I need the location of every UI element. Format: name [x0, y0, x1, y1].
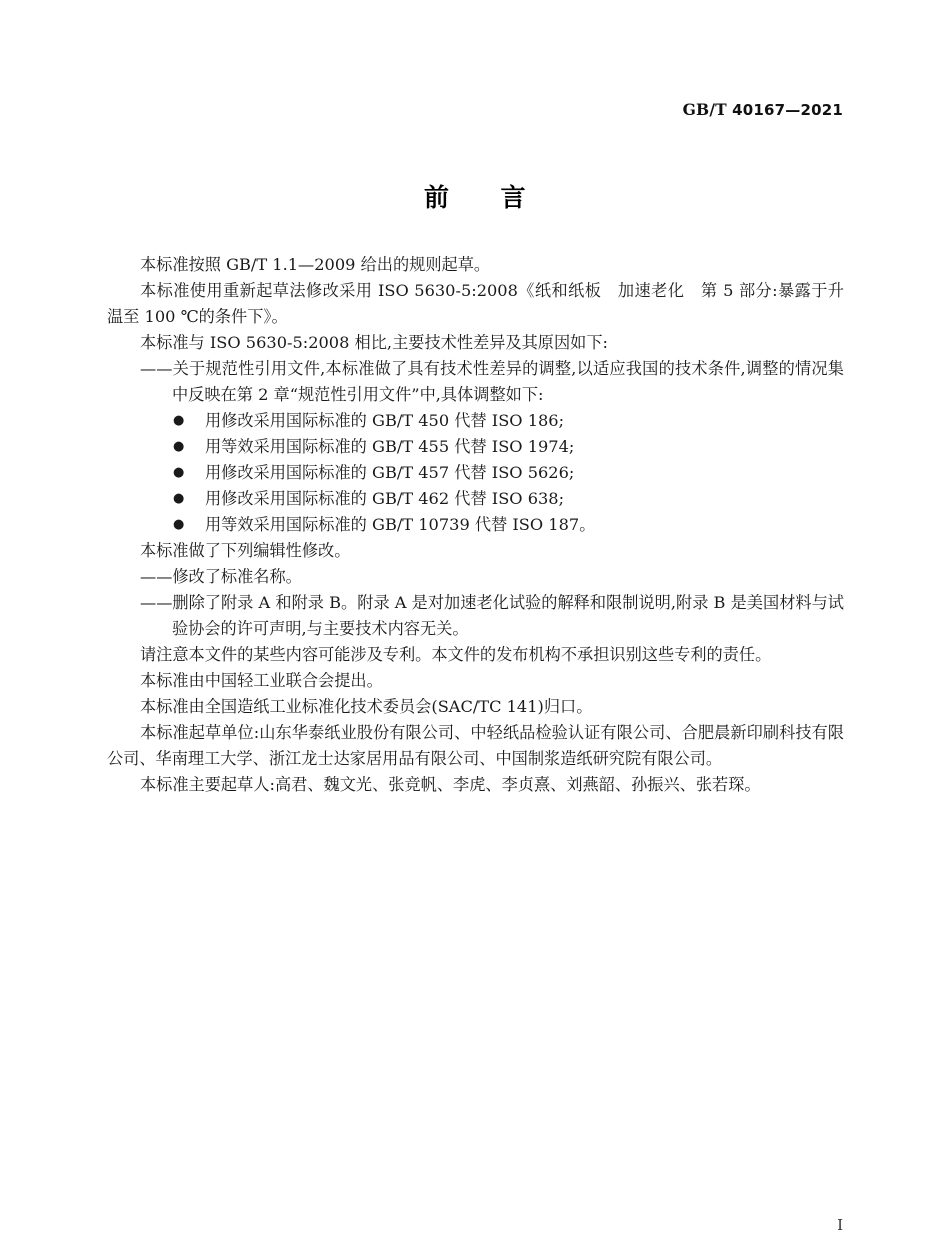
page-number: I — [837, 1216, 843, 1234]
bullet-dot-icon: ● — [173, 465, 185, 480]
paragraph-patent-notice: 请注意本文件的某些内容可能涉及专利。本文件的发布机构不承担识别这些专利的责任。 — [140, 645, 772, 664]
dash-item-annex-removal: ——删除了附录 A 和附录 B。附录 A 是对加速老化试验的解释和限制说明,附录 B 是美国材料与试验协会的许可声明,与主要技术内容无关。 — [140, 593, 844, 638]
list-item — [107, 408, 844, 434]
list-item — [107, 434, 844, 460]
paragraph-drafting-rule: 本标准按照 GB/T 1.1—2009 给出的规则起草。 — [140, 255, 491, 274]
paragraph-iso-adoption: 本标准使用重新起草法修改采用 ISO 5630-5:2008《纸和纸板 加速老化 第 5 部分:暴露于升温至 100 ℃的条件下》。 — [107, 281, 844, 326]
paragraph-drafting-units: 本标准起草单位:山东华泰纸业股份有限公司、中轻纸品检验认证有限公司、合肥晨新印刷科技有限公司、华南理工大学、浙江龙士达家居用品有限公司、中国制浆造纸研究院有限公司。 — [107, 723, 844, 768]
paragraph-tech-diff-intro: 本标准与 ISO 5630-5:2008 相比,主要技术性差异及其原因如下: — [140, 333, 608, 352]
normative-replacement-list — [107, 408, 844, 538]
list-item-label: 用等效采用国际标准的 GB/T 10739 代替 ISO 187。 — [205, 515, 596, 534]
running-header — [683, 100, 843, 119]
bullet-dot-icon: ● — [173, 491, 185, 506]
list-item-label: 用修改采用国际标准的 GB/T 462 代替 ISO 638; — [205, 489, 565, 508]
list-item-label: 用修改采用国际标准的 GB/T 450 代替 ISO 186; — [205, 411, 565, 430]
list-item-label: 用修改采用国际标准的 GB/T 457 代替 ISO 5626; — [205, 463, 575, 482]
list-item-label: 用等效采用国际标准的 GB/T 455 代替 ISO 1974; — [205, 437, 575, 456]
paragraph-administered-by: 本标准由全国造纸工业标准化技术委员会(SAC/TC 141)归口。 — [140, 697, 593, 716]
paragraph-editorial-intro: 本标准做了下列编辑性修改。 — [140, 541, 351, 560]
standard-number: 40167—2021 — [732, 101, 843, 119]
page-title: 前 言 — [423, 183, 526, 212]
list-item — [107, 460, 844, 486]
dash-item-title-change: ——修改了标准名称。 — [140, 567, 302, 586]
bullet-dot-icon: ● — [173, 439, 185, 454]
bullet-dot-icon: ● — [173, 413, 185, 428]
foreword-body — [107, 252, 844, 798]
bullet-dot-icon: ● — [173, 517, 185, 532]
list-item — [107, 486, 844, 512]
paragraph-proposed-by: 本标准由中国轻工业联合会提出。 — [140, 671, 383, 690]
paragraph-drafters: 本标准主要起草人:高君、魏文光、张竞帆、李虎、李贞熹、刘燕韶、孙振兴、张若琛。 — [140, 775, 761, 794]
dash-item-normative-refs: ——关于规范性引用文件,本标准做了具有技术性差异的调整,以适应我国的技术条件,调整的情况集中反映在第 2 章“规范性引用文件”中,具体调整如下: — [140, 359, 844, 404]
standard-prefix: GB/T — [682, 100, 727, 119]
list-item — [107, 512, 844, 538]
